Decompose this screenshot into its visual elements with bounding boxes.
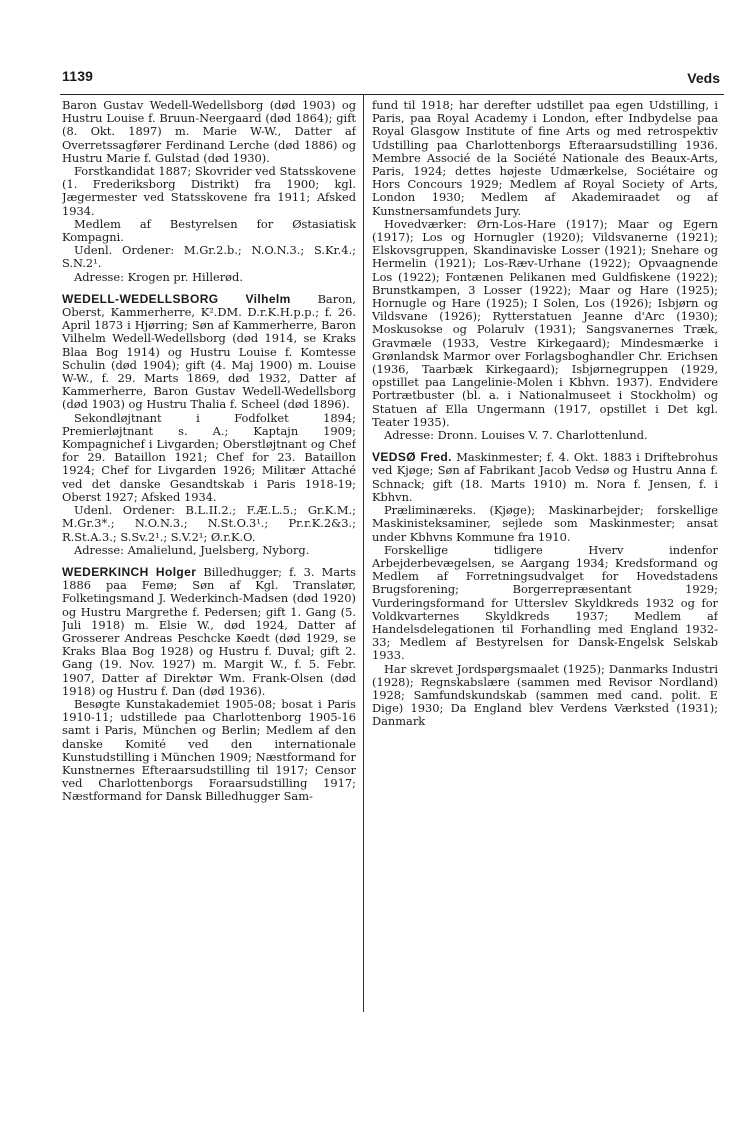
entry-name: WEDELL-WEDELLSBORG Vilhelm <box>62 291 291 306</box>
entry-paragraph: Har skrevet Jordspørgsmaalet (1925); Danmarks Industri (1928); Regnskabslære (sammen med Revisor Nordland) 1928; Samfundskundskab (sammen med cand. polit. E Dige) 1930; Da England blev Verdens Værksted (1931); Danmark <box>372 661 718 729</box>
entry-name: VEDSØ Fred. <box>372 450 452 465</box>
entry-text: Baron, Oberst, Kammerherre, K².DM. D.r.K.H.p.p.; f. 26. April 1873 i Hjørring; Søn af Kammerherre, Baron Vilhelm Wedell-Wedellsborg (død 1914, se Kraks Blaa Bog 1914) og Hustru Louise f. Komtesse Schulin (død 1904); gift (4. Maj 1900) m. Louise W-W., f. 29. Marts 1869, død 1932, Datter af Kammerherre, Baron Gustav Wedell-Wedellsborg (død 1903) og Hustru Thalia f. Scheel (død 1896). <box>62 291 356 412</box>
entry-paragraph: Præliminæreks. (Kjøge); Maskinarbejder; forskellige Maskinisteksaminer, sejlede som Maskinmester; ansat under Kbhvns Kommune fra 1910. <box>372 503 718 544</box>
biography-entry <box>62 293 356 412</box>
entry-paragraph: Adresse: Dronn. Louises V. 7. Charlottenlund. <box>384 428 648 443</box>
entry-text: Maskinmester; f. 4. Okt. 1883 i Driftebrohus ved Kjøge; Søn af Fabrikant Jacob Vedsø og Hustru Anna f. Schnack; gift (18. Marts 1910) m. Nora f. Jensen, f. i Kbhvn. <box>372 450 718 504</box>
entry-paragraph: Udenl. Ordener: M.Gr.2.b.; N.O.N.3.; S.Kr.4.; S.N.2¹. <box>62 243 356 271</box>
entry-paragraph: Medlem af Bestyrelsen for Østasiatisk Kompagni. <box>62 216 356 245</box>
entry-paragraph: Forskellige tidligere Hverv indenfor Arbejderbevægelsen, se Aargang 1934; Kredsformand og Medlem af Forretningsudvalget for Hovedstadens Brugsforening; Borgerrepræsentant 1929; Vurderingsformand for Utterslev Skyldkreds 1932 og for Voldkvarternes Skyldkreds 1937; Medlem af Handelsdelegationen til Forhandling med England 1932-33; Medlem af Bestyrelsen for Dansk-Engelsk Selskab 1933. <box>372 542 718 663</box>
entry-paragraph: Hovedværker: Ørn-Los-Hare (1917); Maar og Egern (1917); Los og Hornugler (1920); Vildsvanerne (1921); Elskovsgruppen, Skandinaviske Losser (1921); Snehare og Hermelin (1921); Los-Ræv-Urhane (1922); Opvaagnende Los (1922); Fontænen Pelikanen med Guldfiskene (1922); Brunstkampen, 3 Losser (1922); Maar og Hare (1925); Hornugle og Hare (1925); I Solen, Los (1926); Isbjørn og Vildsvane (1926); Rytterstatuen Jeanne d'Arc (1930); Moskusokse og Polarulv (1931); Sangsvanernes Træk, Gravmæle (1933, Vestre Kirkegaard); Mindesmærke i Grønlandsk Marmor over Forlagsboghandler Chr. Erichsen (1936, Taarbæk Kirkegaard); Isbjørnegruppen (1929, opstillet paa Langelinie-Molen i Kbhvn. 1937). Endvidere Portrætbuster (bl. a. i Nationalmuseet i Stockholm) og Statuen af Ella Ungermann (1917, opstillet i Det kgl. Teater 1935). <box>372 216 718 429</box>
entry-text: Billedhugger; f. 3. Marts 1886 paa Femø; Søn af Kgl. Translatør, Folketingsmand J. Wederkinch-Madsen (død 1920) og Hustru Margrethe f. Pedersen; gift 1. Gang (5. Juli 1918) m. Elsie W., død 1924, Datter af Grosserer Andreas Peschcke Køedt (død 1929, se Kraks Blaa Bog 1928) og Hustru f. Duval; gift 2. Gang (19. Nov. 1927) m. Margit W., f. 5. Febr. 1907, Datter af Direktør Wm. Frank-Olsen (død 1918) og Hustru f. Dan (død 1936). <box>62 564 356 698</box>
entry-paragraph: Adresse: Krogen pr. Hillerød. <box>74 269 243 284</box>
continued-paragraph: Baron Gustav Wedell-Wedellsborg (død 1903) og Hustru Louise f. Bruun-Neergaard (død 1864); gift (8. Okt. 1897) m. Marie W-W., Datter af Overretssagfører Ferdinand Lerche (død 1886) og Hustru Marie f. Gulstad (død 1930). <box>62 99 356 165</box>
entry-paragraph: Sekondløjtnant i Fodfolket 1894; Premierløjtnant s. A.; Kaptajn 1909; Kompagnichef i Livgarden; Oberstløjtnant og Chef for 29. Bataillon 1921; Chef for 23. Bataillon 1924; Chef for Livgarden 1926; Militær Attaché ved det danske Gesandtskab i Paris 1918-19; Oberst 1927; Afsked 1934. <box>62 410 356 504</box>
continued-paragraph: fund til 1918; har derefter udstillet paa egen Udstilling, i Paris, paa Royal Academy i London, efter Indbydelse paa Royal Glasgow Institute of fine Arts og med retrospektiv Udstilling paa Charlottenborgs Efteraarsudstilling 1936. Membre Associé de la Société Nationale des Beaux-Arts, Paris, 1924; dettes højeste Udmærkelse, Sociétaire og Hors Concours 1929; Medlem af Royal Society of Arts, London 1930; Medlem af Akademiraadet og af Kunstnersamfundets Jury. <box>372 99 718 218</box>
left-column <box>62 99 356 804</box>
biography-entry <box>372 451 718 504</box>
entry-paragraph: Besøgte Kunstakademiet 1905-08; bosat i Paris 1910-11; udstillede paa Charlottenborg 1905-16 samt i Paris, München og Berlin; Medlem af den danske Komité ved den internationale Kunstudstilling i München 1909; Næstformand for Kunstnernes Efteraarsudstilling til 1917; Censor ved Charlottenborgs Foraarsudstilling 1917; Næstformand for Dansk Billedhugger Sam- <box>62 696 356 804</box>
entry-name: WEDERKINCH Holger <box>62 564 197 579</box>
entry-paragraph: Adresse: Amalielund, Juelsberg, Nyborg. <box>74 542 310 557</box>
header-rule <box>60 94 724 95</box>
running-head: Veds <box>687 70 720 86</box>
biography-entry <box>62 566 356 698</box>
entry-paragraph: Forstkandidat 1887; Skovrider ved Statsskovene (1. Frederiksborg Distrikt) fra 1900; kgl. Jægermester ved Statsskovene fra 1911; Afsked 1934. <box>62 164 356 218</box>
right-column <box>372 99 718 729</box>
entry-paragraph: Udenl. Ordener: B.L.II.2.; F.Æ.L.5.; Gr.K.M.; M.Gr.3*.; N.O.N.3.; N.St.O.3¹.; Pr.r.K.2&3.; R.St.A.3.; S.Sv.2¹.; S.V.2¹; Ø.r.K.O. <box>62 503 356 544</box>
column-divider <box>363 94 364 1012</box>
page-number: 1139 <box>62 68 94 84</box>
